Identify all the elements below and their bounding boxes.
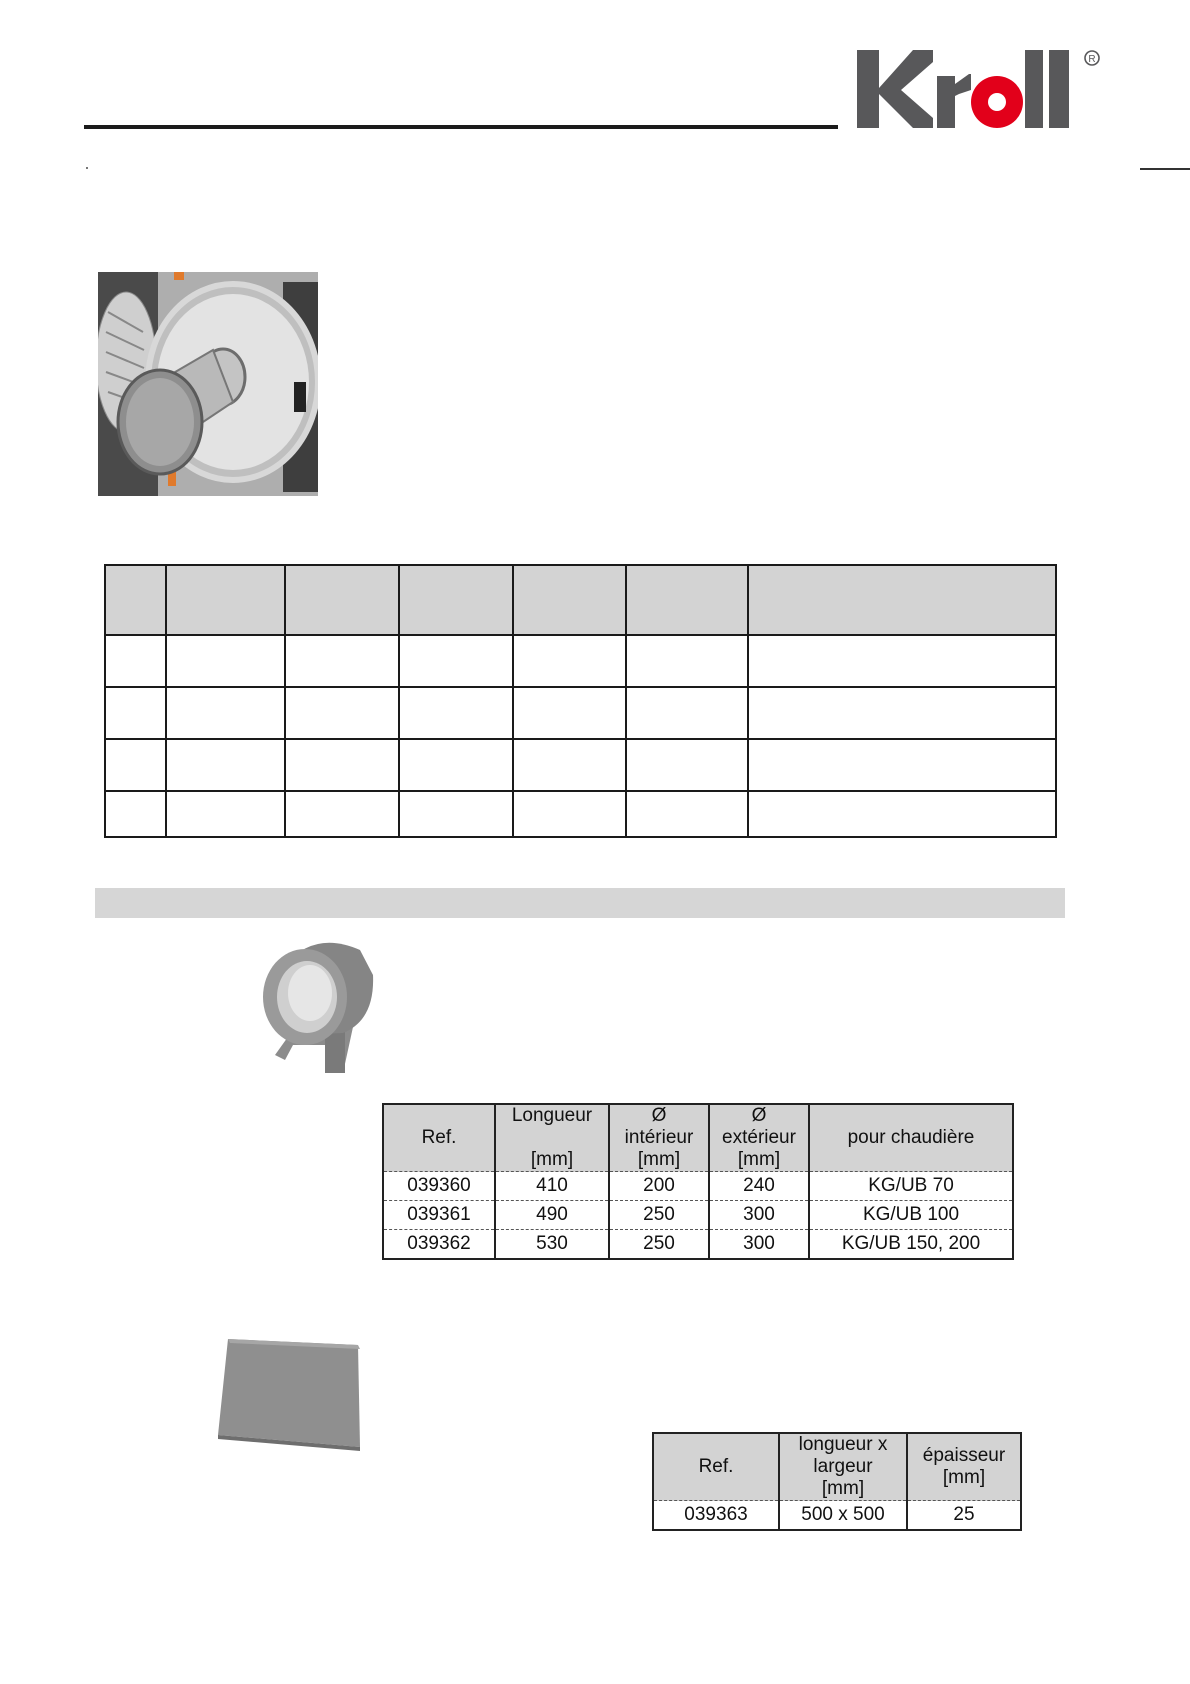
header-length-l1: Longueur — [511, 1105, 593, 1126]
table-row — [105, 635, 1056, 687]
header-thickness — [907, 1433, 1021, 1501]
margin-tick — [1140, 168, 1190, 170]
header-ref — [653, 1433, 779, 1501]
tube-table-header — [383, 1104, 1013, 1172]
cell-inner-diameter: 250 — [609, 1201, 709, 1230]
header-inner-l3: [mm] — [637, 1149, 681, 1170]
header-dimensions — [779, 1433, 907, 1501]
combustion-liner-photo — [98, 272, 318, 496]
header-ref-text: Ref. — [698, 1456, 734, 1477]
cell-thickness: 25 — [907, 1501, 1021, 1531]
header-outer-l1: Ø — [751, 1105, 767, 1126]
table-row — [105, 739, 1056, 791]
section-header-band — [95, 888, 1065, 918]
header-length-l2 — [502, 1127, 602, 1149]
refractory-tube-photo — [255, 925, 385, 1080]
header-thick-l1: épaisseur — [922, 1445, 1006, 1466]
header-inner-l2: intérieur — [624, 1127, 694, 1148]
header-dim-l1: longueur x — [798, 1434, 888, 1455]
insulation-mat-photo — [214, 1335, 366, 1455]
cell-length: 410 — [495, 1172, 609, 1201]
header-outer-diameter — [709, 1104, 809, 1172]
header-inner-l1: Ø — [651, 1105, 667, 1126]
cell-outer-diameter: 300 — [709, 1201, 809, 1230]
table-row — [105, 687, 1056, 739]
header-outer-l2: extérieur — [722, 1127, 796, 1148]
header-thick-l2: [mm] — [942, 1467, 986, 1488]
page-mark — [86, 167, 88, 169]
cell-inner-diameter: 200 — [609, 1172, 709, 1201]
cell-ref: 039363 — [653, 1501, 779, 1531]
mat-spec-table — [652, 1432, 1022, 1531]
cell-outer-diameter: 240 — [709, 1172, 809, 1201]
mat-table-header — [653, 1433, 1021, 1501]
table-header-row — [105, 565, 1056, 635]
cell-length: 490 — [495, 1201, 609, 1230]
header-dim-l3: [mm] — [821, 1478, 865, 1499]
cell-boiler: KG/UB 70 — [809, 1172, 1013, 1201]
header-boiler — [809, 1104, 1013, 1172]
cell-ref: 039362 — [383, 1230, 495, 1260]
cell-boiler: KG/UB 100 — [809, 1201, 1013, 1230]
tube-spec-table — [382, 1103, 1014, 1260]
header-inner-diameter — [609, 1104, 709, 1172]
table-row — [383, 1201, 1013, 1230]
header-length — [495, 1104, 609, 1172]
table-row — [105, 791, 1056, 837]
table-row — [383, 1172, 1013, 1201]
header-length-l3: [mm] — [530, 1149, 574, 1170]
header-boiler-text: pour chaudière — [847, 1127, 975, 1148]
cell-length: 530 — [495, 1230, 609, 1260]
header-ref — [383, 1104, 495, 1172]
svg-text:R: R — [1088, 54, 1096, 65]
cell-inner-diameter: 250 — [609, 1230, 709, 1260]
cell-boiler: KG/UB 150, 200 — [809, 1230, 1013, 1260]
header-ref-text: Ref. — [421, 1127, 457, 1148]
header-rule — [84, 125, 838, 129]
cell-outer-diameter: 300 — [709, 1230, 809, 1260]
header-dim-l2: largeur — [813, 1456, 873, 1477]
kroll-logo — [855, 48, 1115, 130]
header-outer-l3: [mm] — [737, 1149, 781, 1170]
empty-spec-table — [104, 564, 1057, 838]
cell-dimensions: 500 x 500 — [779, 1501, 907, 1531]
table-row — [653, 1501, 1021, 1531]
cell-ref: 039360 — [383, 1172, 495, 1201]
table-row — [383, 1230, 1013, 1260]
cell-ref: 039361 — [383, 1201, 495, 1230]
